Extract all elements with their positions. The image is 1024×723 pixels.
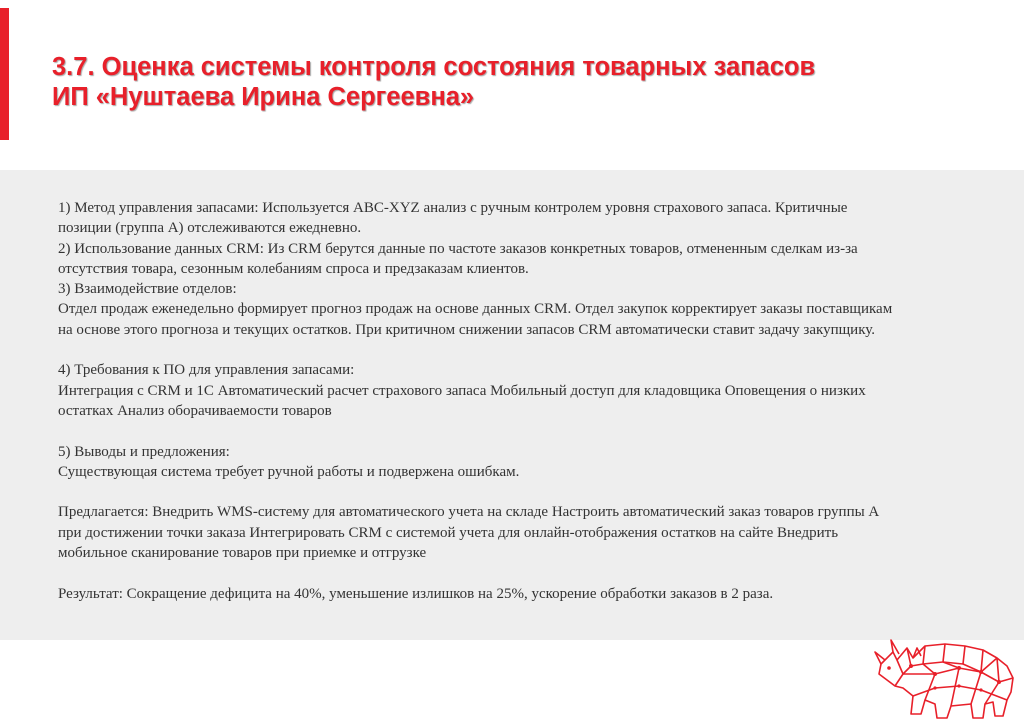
interaction-line-2: на основе этого прогноза и текущих остатков. При критичном снижении запасов CRM автоматически ставит задачу закупщику. — [58, 321, 876, 338]
method-line-2: позиции (группа А) отслеживаются ежедневно. — [58, 220, 362, 237]
software-line-1: Интеграция с CRM и 1С Автоматический расчет страхового запаса Мобильный доступ для кладовщика Оповещения о низких — [58, 382, 866, 399]
crm-line-1: 2) Использование данных CRM: Из CRM берутся данные по частоте заказов конкретных товаров, отмененным сделкам из-за — [58, 240, 858, 257]
software-line-2: остатках Анализ оборачиваемости товаров — [58, 402, 332, 419]
slide-title — [52, 52, 992, 112]
crm-line-2: отсутствия товара, сезонным колебаниям спроса и предзаказам клиентов. — [58, 260, 529, 277]
conclusions-heading: 5) Выводы и предложения: — [58, 443, 230, 460]
content-panel — [0, 170, 1024, 640]
software-heading: 4) Требования к ПО для управления запасами: — [58, 362, 355, 379]
accent-bar — [0, 8, 9, 140]
interaction-heading: 3) Взаимодействие отделов: — [58, 281, 237, 298]
method-line-1: 1) Метод управления запасами: Используется ABC-XYZ анализ с ручным контролем уровня страхового запаса. Критичные — [58, 200, 848, 216]
interaction-line-1: Отдел продаж еженедельно формирует прогноз продаж на основе данных CRM. Отдел закупок корректирует заказы поставщикам — [58, 301, 893, 318]
spacer — [58, 482, 1008, 502]
content-text — [58, 198, 1008, 604]
rhino-logo-icon — [873, 630, 1018, 720]
proposal-line-2: при достижении точки заказа Интегрировать CRM с системой учета для онлайн-отображения остатков на сайте Внедрить — [58, 524, 839, 541]
slide-title-line-1: 3.7. Оценка системы контроля состояния товарных запасов — [52, 53, 816, 81]
proposal-line-1: Предлагается: Внедрить WMS-систему для автоматического учета на складе Настроить автоматический заказ товаров группы А — [58, 504, 880, 521]
slide-title-line-2: ИП «Нуштаева Ирина Сергеевна» — [52, 83, 475, 111]
spacer — [58, 340, 1008, 360]
spacer — [58, 421, 1008, 441]
spacer — [58, 563, 1008, 583]
proposal-line-3: мобильное сканирование товаров при приемке и отгрузке — [58, 545, 427, 562]
conclusions-line-1: Существующая система требует ручной работы и подвержена ошибкам. — [58, 463, 520, 480]
result-line-1: Результат: Сокращение дефицита на 40%, уменьшение излишков на 25%, ускорение обработки заказов в 2 раза. — [58, 585, 774, 602]
